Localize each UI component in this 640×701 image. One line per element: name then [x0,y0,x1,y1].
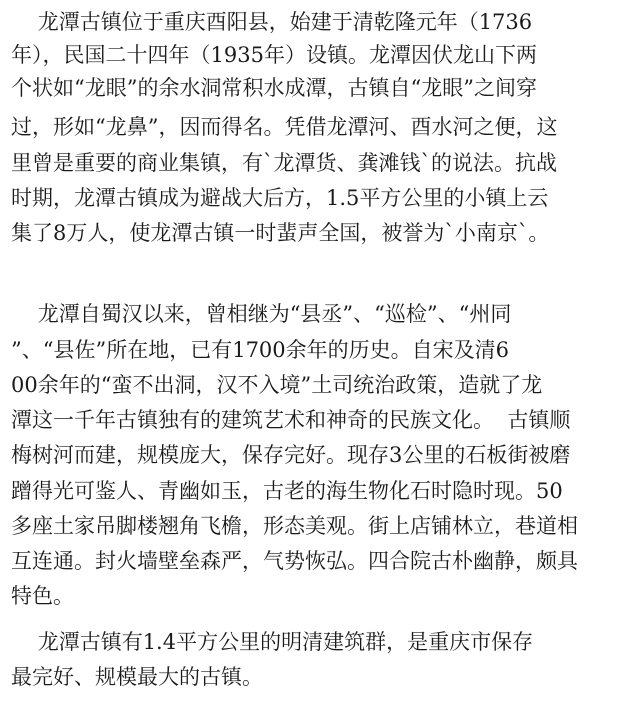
text-line: ”、“县佐”所在地，已有1700余年的历史。自宋及清6 [11,338,510,362]
text-line: 00余年的“蛮不出洞，汉不入境”土司统治政策，造就了龙 [11,373,543,397]
text-line: 梅树河而建，规模庞大，保存完好。现存3公里的石板街被磨 [11,443,571,467]
text-line: 过，形如“龙鼻”，因而得名。凭借龙潭河、酉水河之便，这 [11,115,558,139]
text-line: 年），民国二十四年（1935年）设镇。龙潭因伏龙山下两 [11,43,537,67]
text-line: 个状如“龙眼”的余水洞常积水成潭，古镇自“龙眼”之间穿 [11,76,537,100]
text-line: 蹭得光可鉴人、青幽如玉，古老的海生物化石时隐时现。50 [11,479,563,503]
text-line: 里曾是重要的商业集镇，有`龙潭货、龚滩钱`的说法。抗战 [11,151,557,175]
text-line: 龙潭古镇有1.4平方公里的明清建筑群，是重庆市保存 [11,630,534,654]
text-line: 最完好、规模最大的古镇。 [11,665,263,689]
text-line: 龙潭自蜀汉以来，曾相继为“县丞”、“巡检”、“州同 [11,302,512,326]
text-line: 互连通。封火墙壁垒森严，气势恢弘。四合院古朴幽静，颇具 [11,549,578,573]
text-line: 特色。 [11,584,74,608]
text-line: 潭这一千年古镇独有的建筑艺术和神奇的民族文化。 古镇顺 [11,408,571,432]
text-line: 多座土家吊脚楼翘角飞檐，形态美观。街上店铺林立，巷道相 [11,514,578,538]
text-line: 集了8万人，使龙潭古镇一时蜚声全国，被誉为`小南京`。 [11,221,550,245]
text-line: 时期，龙潭古镇成为避战大后方，1.5平方公里的小镇上云 [11,186,549,210]
text-line: 龙潭古镇位于重庆酉阳县，始建于清乾隆元年（1736 [11,10,533,34]
